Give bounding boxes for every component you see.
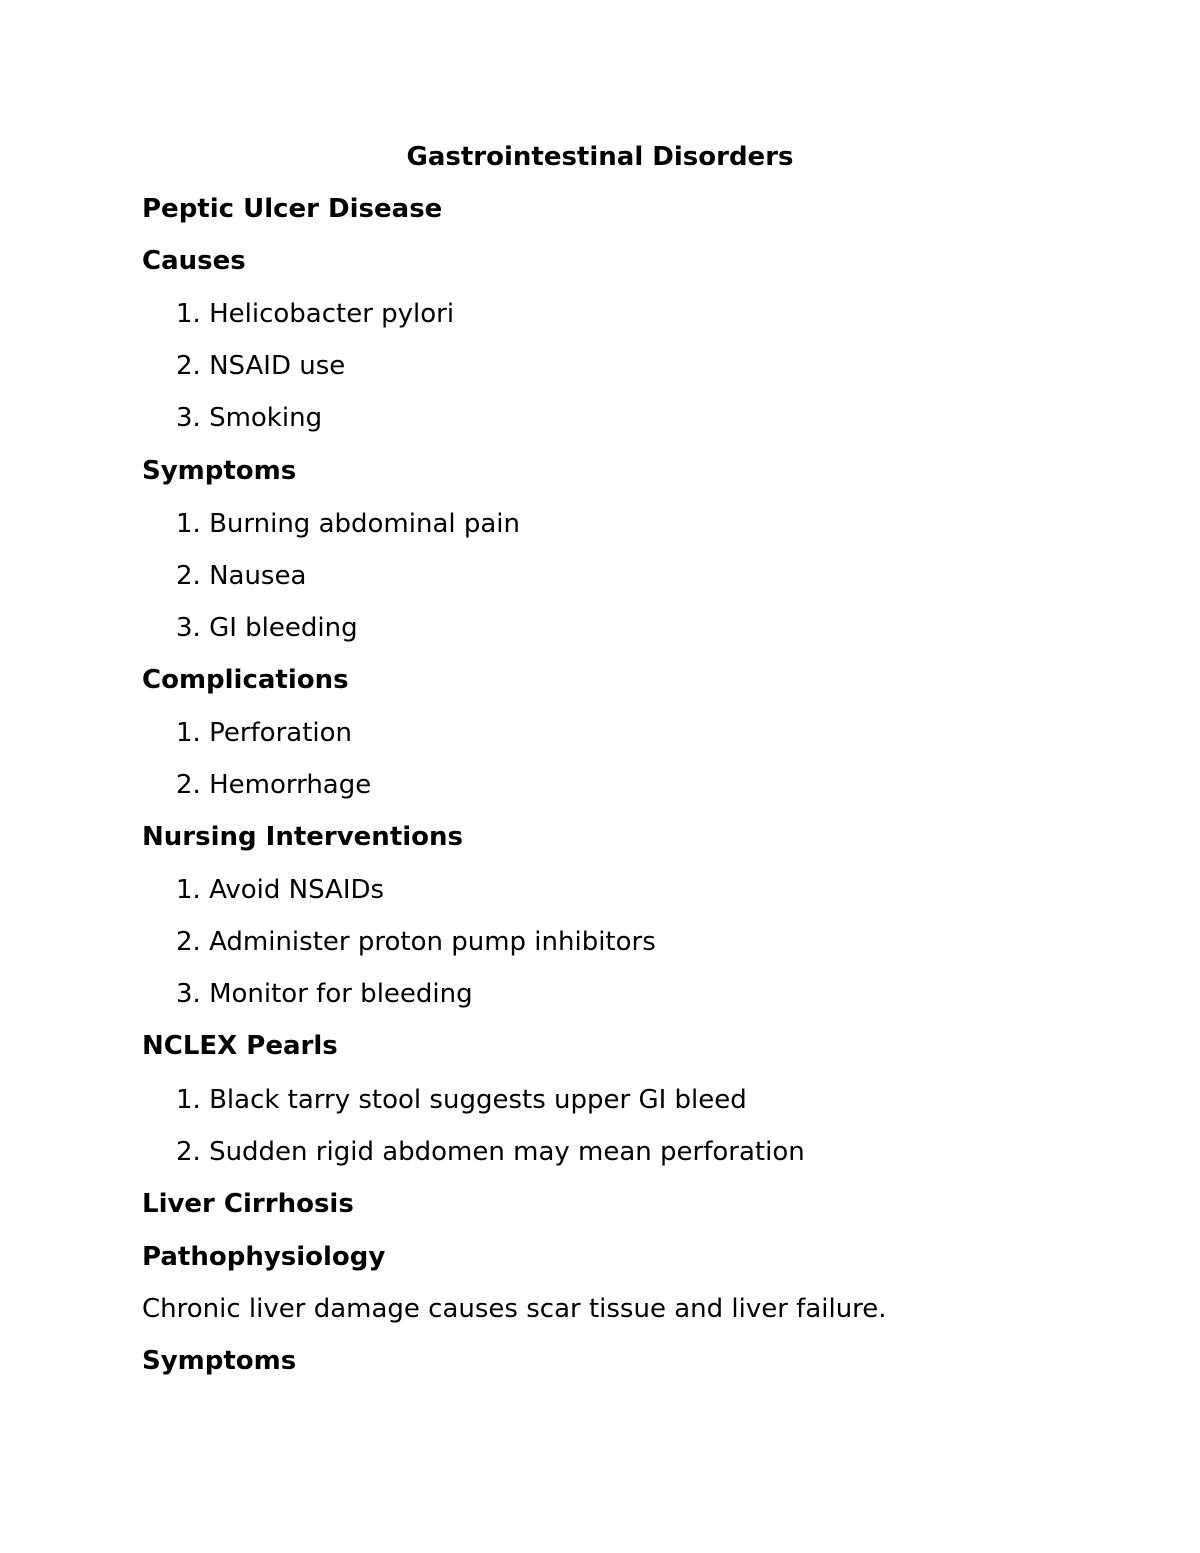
list-item: 2. Administer proton pump inhibitors xyxy=(176,927,656,957)
list-item: 1. Black tarry stool suggests upper GI bleed xyxy=(176,1085,747,1115)
paragraph-pathophysiology: Chronic liver damage causes scar tissue and liver failure. xyxy=(142,1294,887,1324)
subheading-causes: Causes xyxy=(142,246,246,276)
list-item: 1. Perforation xyxy=(176,718,352,748)
subheading-symptoms-cirrhosis: Symptoms xyxy=(142,1346,297,1376)
list-item: 1. Helicobacter pylori xyxy=(176,299,455,329)
list-item: 2. Hemorrhage xyxy=(176,770,372,800)
list-item: 1. Avoid NSAIDs xyxy=(176,875,385,905)
document-title: Gastrointestinal Disorders xyxy=(406,142,794,172)
section-heading-liver-cirrhosis: Liver Cirrhosis xyxy=(142,1189,354,1219)
list-item: 1. Burning abdominal pain xyxy=(176,509,521,539)
list-item: 2. NSAID use xyxy=(176,351,346,381)
list-item: 3. Smoking xyxy=(176,403,323,433)
subheading-pathophysiology: Pathophysiology xyxy=(142,1242,386,1272)
subheading-symptoms: Symptoms xyxy=(142,456,297,486)
list-item: 3. Monitor for bleeding xyxy=(176,979,473,1009)
section-heading-peptic-ulcer: Peptic Ulcer Disease xyxy=(142,194,443,224)
subheading-complications: Complications xyxy=(142,665,349,695)
list-item: 2. Nausea xyxy=(176,561,307,591)
subheading-nursing-interventions: Nursing Interventions xyxy=(142,822,464,852)
subheading-nclex-pearls: NCLEX Pearls xyxy=(142,1031,338,1061)
list-item: 3. GI bleeding xyxy=(176,613,358,643)
list-item: 2. Sudden rigid abdomen may mean perforation xyxy=(176,1137,805,1167)
